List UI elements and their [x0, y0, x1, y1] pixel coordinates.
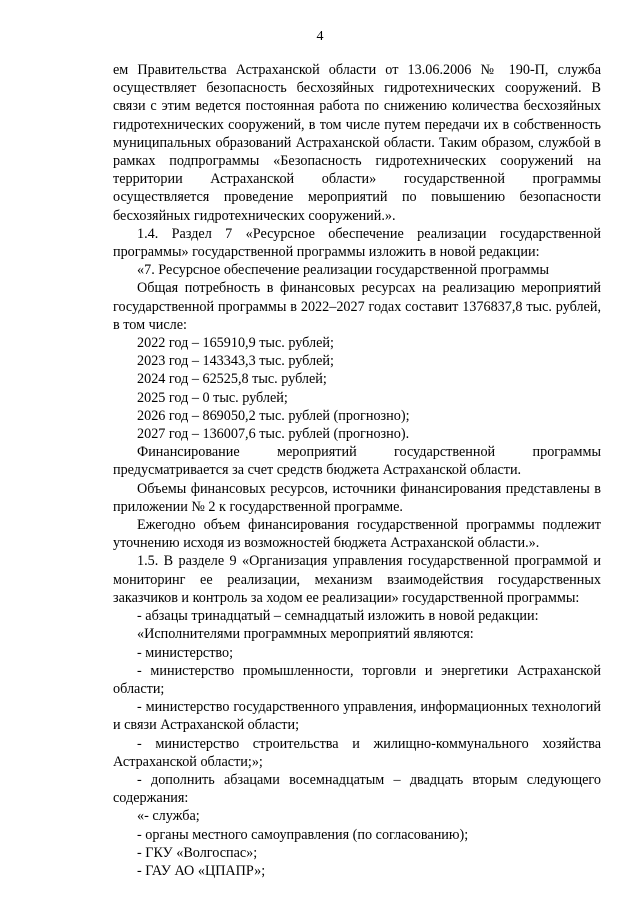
list-item: - ГАУ АО «ЦПАПР»; [137, 862, 266, 879]
funding-year-item: 2026 год – 869050,2 тыс. рублей (прогнозно); [137, 407, 410, 424]
list-item: - органы местного самоуправления (по согласованию); [137, 826, 469, 843]
paragraph: Финансирование мероприятий государственной программы предусматривается за счет средств бюджета Астраханской области. [113, 444, 601, 479]
list-item: - дополнить абзацами восемнадцатым – двадцать вторым следующего содержания: [113, 771, 601, 807]
list-item: - ГКУ «Волгоспас»; [137, 844, 258, 861]
funding-year-item: 2022 год – 165910,9 тыс. рублей; [137, 335, 334, 352]
funding-year-item: 2024 год – 62525,8 тыс. рублей; [137, 371, 327, 388]
page-number: 4 [316, 29, 324, 44]
funding-year-item: 2023 год – 143343,3 тыс. рублей; [137, 353, 334, 370]
list-item: - министерство государственного управления, информационных технологий и связи Астраханской области; [113, 699, 601, 734]
paragraph: Общая потребность в финансовых ресурсах на реализацию мероприятий государственной программы в 2022–2027 годах составит 1376837,8 тыс. рублей, в том числе: [113, 280, 601, 333]
paragraph: 1.4. Раздел 7 «Ресурсное обеспечение реализации государственной программы» государственной программы изложить в новой редакции: [113, 225, 601, 261]
paragraph: ем Правительства Астраханской области от 13.06.2006 № 190-П, служба осуществляет безопасность бесхозяйных гидротехнических сооружений. В связи с этим ведется постоянная работа по снижению количества бесхозяйных гидротехнических сооружений, в том числе путем передачи их в собственность муниципальных образований Астраханской области. Таким образом, службой в рамках подпрограммы «Безопасность гидротехнических сооружений на территории Астраханской области» государственной программы осуществляется проведение мероприятий по повышению безопасности бесхозяйных гидротехнических сооружений.». [113, 62, 601, 224]
list-item: - министерство строительства и жилищно-коммунального хозяйства Астраханской области;»; [113, 735, 601, 770]
document-body [113, 61, 601, 880]
funding-year-item: 2027 год – 136007,6 тыс. рублей (прогнозно). [137, 426, 410, 443]
list-item: - министерство; [137, 644, 234, 661]
list-item: «- служба; [137, 808, 200, 825]
list-item: - абзацы тринадцатый – семнадцатый изложить в новой редакции: [137, 608, 539, 625]
list-item: - министерство промышленности, торговли и энергетики Астраханской области; [113, 662, 601, 697]
paragraph: Ежегодно объем финансирования государственной программы подлежит уточнению исходя из возможностей бюджета Астраханской области.». [113, 517, 601, 552]
list-item: «Исполнителями программных мероприятий являются: [137, 626, 474, 643]
paragraph: 1.5. В разделе 9 «Организация управления государственной программой и мониторинг ее реализации, механизм взаимодействия государственных заказчиков и контроль за ходом ее реализации» государственной программы: [113, 553, 601, 606]
paragraph: Объемы финансовых ресурсов, источники финансирования представлены в приложении № 2 к государственной программе. [113, 480, 601, 515]
section-heading: «7. Ресурсное обеспечение реализации государственной программы [137, 262, 550, 279]
funding-year-item: 2025 год – 0 тыс. рублей; [137, 389, 288, 406]
